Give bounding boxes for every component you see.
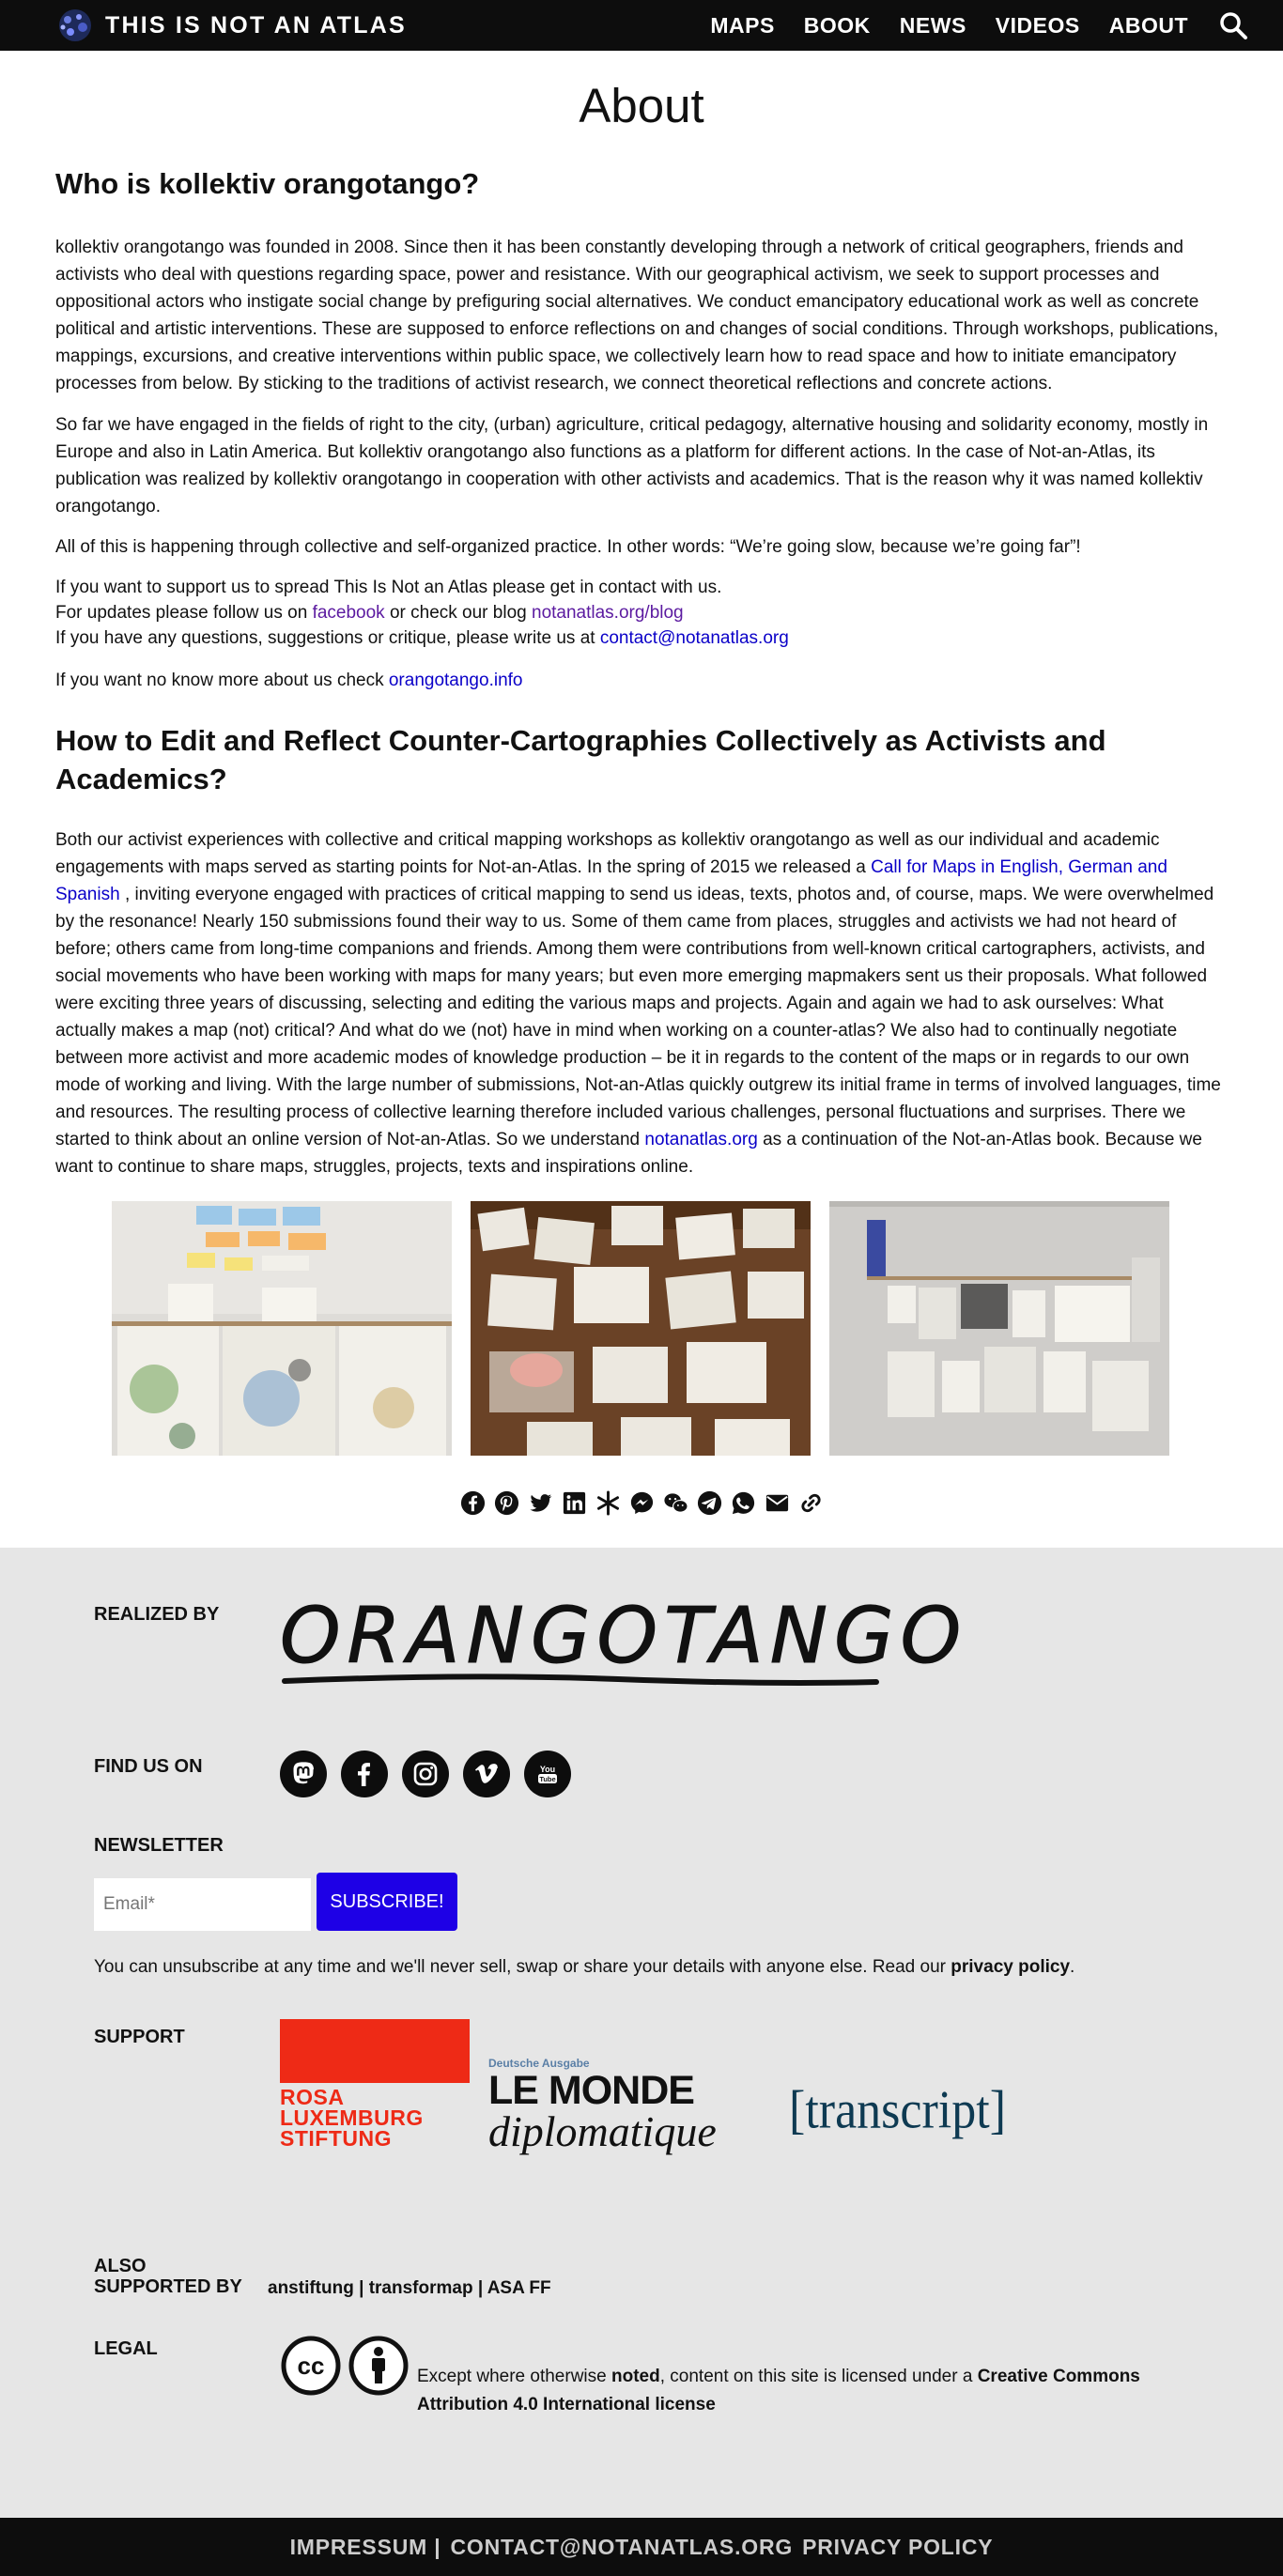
unsubscribe-end: . [1070, 1957, 1075, 1977]
newsletter-label: NEWSLETTER [94, 1835, 224, 1856]
blog-link[interactable]: notanatlas.org/blog [532, 603, 684, 623]
youtube-icon[interactable] [524, 1751, 571, 1797]
share-bar [0, 1489, 1283, 1518]
newsletter-email-input[interactable] [94, 1878, 311, 1931]
how-text-3: as a continuation of the Not-an-Atlas book. Because we want to continue to share maps, struggles, projects, texts and inspirations online. [55, 1130, 1202, 1177]
how-paragraph [55, 826, 1228, 1180]
copy-link-icon[interactable] [797, 1489, 825, 1517]
find-us-label: FIND US ON [94, 1756, 203, 1777]
asterisk-share-icon[interactable] [595, 1489, 622, 1517]
nav-item-videos[interactable]: VIDEOS [995, 12, 1080, 38]
also-label-line-2: SUPPORTED BY [94, 2276, 242, 2297]
transcript-logo[interactable]: [transcript] [789, 2081, 1007, 2140]
who-paragraph-3: All of this is happening through collective and self-organized practice. In other words: “We’re going slow, because we’re going far”! [55, 537, 1081, 557]
svg-text:You: You [539, 1765, 556, 1774]
pinterest-share-icon[interactable] [493, 1489, 520, 1517]
cc-by-icons[interactable] [280, 2335, 410, 2397]
logo-underline [280, 1670, 881, 1690]
svg-text:Tube: Tube [539, 1775, 556, 1783]
updates-line [55, 600, 1283, 625]
social-links [280, 1751, 571, 1797]
lmd-subtitle: diplomatique [488, 2107, 717, 2155]
whatsapp-share-icon[interactable] [730, 1489, 757, 1517]
legal-text [417, 2363, 1187, 2419]
also-supported-list[interactable]: anstiftung | transformap | ASA FF [268, 2278, 551, 2298]
nav-item-news[interactable]: NEWS [899, 12, 966, 38]
who-paragraph-2: So far we have engaged in the fields of right to the city, (urban) agriculture, critical pedagogy, alternative housing and solidarity economy, mostly in Europe and also in Latin America. But kollektiv orangotango also functions as a platform for different actions. In the case of Not-an-Atlas, its publication was realized by kollektiv orangotango in cooperation with other activists and academics. That is the reason why it was named kollektiv orangotango. [55, 415, 1209, 517]
privacy-policy-bottom-link[interactable]: PRIVACY POLICY [802, 2534, 994, 2559]
impressum-link[interactable]: IMPRESSUM | [289, 2534, 441, 2559]
search-icon[interactable] [1217, 9, 1249, 41]
support-line: If you want to support us to spread This Is Not an Atlas please get in contact with us. [55, 578, 722, 597]
nav-menu [710, 0, 1283, 51]
email-link[interactable]: contact@notanatlas.org [599, 628, 789, 648]
realized-label: REALIZED BY [94, 1604, 220, 1625]
brand[interactable] [54, 7, 407, 44]
top-navbar [0, 0, 1283, 51]
orangotango-logo-text: ORANGOTANGO [280, 1592, 968, 1681]
legal-label: LEGAL [94, 2338, 158, 2359]
attribution-icon [348, 2335, 410, 2397]
notanatlas-link[interactable]: notanatlas.org [644, 1130, 758, 1149]
rosa-line-2: LUXEMBURG [280, 2106, 424, 2130]
contact-lines [55, 575, 1283, 651]
subscribe-button[interactable]: SUBSCRIBE! [317, 1873, 457, 1931]
orangotango-logo[interactable] [280, 1592, 968, 1698]
rosa-logo-block [280, 2019, 470, 2083]
how-heading: How to Edit and Reflect Counter-Cartographies Collectively as Activists and Academics? [55, 724, 1106, 795]
also-supported-label [94, 2256, 242, 2297]
workshop-photo-floor[interactable] [471, 1201, 811, 1456]
more-line [55, 668, 1283, 693]
privacy-policy-link[interactable]: privacy policy [951, 1957, 1071, 1977]
unsubscribe-note [94, 1957, 1074, 1978]
who-paragraph-1: kollektiv orangotango was founded in 2008. Since then it has been constantly developing through a network of critical geographers, friends and activists who deal with questions regarding space, power and resistance. With our geographical activism, we seek to support processes and oppositional actors who instigate social change by prefiguring social alternatives. We conduct emancipatory educational work as well as concrete political and artistic interventions. These are supposed to enforce reflections on and changes of social conditions. Through workshops, publications, mappings, excursions, and creative interventions within public space, we collectively learn how to read space and how to initiate emancipatory processes from below. By sticking to the traditions of activist research, we connect theoretical reflections and concrete actions. [55, 238, 1219, 393]
linkedin-share-icon[interactable] [561, 1489, 588, 1517]
nav-item-maps[interactable]: MAPS [710, 12, 775, 38]
globe-logo-icon [54, 7, 96, 44]
legal-text-2: , content on this site is licensed under a [659, 2367, 978, 2386]
how-text-2: , inviting everyone engaged with practices of critical mapping to send us ideas, texts, photos and, of course, maps. We were overwhelmed by the resonance! Nearly 150 submissions found their way to us. Some of them came from places, struggles and activists we had not heard of before; others came from long-time companions and friends. Among them were contributions from well-known critical cartographers, activists, and social movements who have been working with maps for many years; but even more emerging mapmakers sent us their proposals. What followed were exciting three years of discussing, selecting and editing the various maps and projects. Again and again we had to ask ourselves: What actually makes a map (not) critical? And what do we (not) have in mind when working on a counter-atlas? We also had to continually negotiate between more activist and more academic modes of knowledge production – be it in regards to the content of the maps or in regards to our own mode of working and living. With the large number of submissions, Not-an-Atlas quickly outgrew its initial frame in terms of involved languages, time and resources. The resulting process of collective learning therefore included various challenges, personal fluctuations and surprises. There we started to think about an online version of Not-an-Atlas. So we understand [55, 885, 1221, 1149]
nav-item-book[interactable]: BOOK [803, 12, 871, 38]
questions-text: If you have any questions, suggestions or critique, please write us at [55, 628, 600, 648]
photo-gallery [112, 1201, 1283, 1456]
facebook-share-icon[interactable] [459, 1489, 487, 1517]
footer [0, 1548, 1283, 2518]
license-link[interactable]: Creative Commons Attribution 4.0 International license [417, 2367, 1140, 2414]
le-monde-diplomatique-logo[interactable] [488, 2057, 770, 2155]
lmd-title: LE MONDE [488, 2068, 694, 2113]
cc-icon [280, 2335, 342, 2397]
bottom-bar [0, 2518, 1283, 2576]
rosa-logo-text [280, 2087, 470, 2149]
rosa-luxemburg-logo[interactable] [280, 2019, 470, 2152]
workshop-photo-wall[interactable] [112, 1201, 452, 1456]
call-for-maps-link[interactable]: Call for Maps in English, German and Spanish [55, 857, 1167, 904]
support-label: SUPPORT [94, 2027, 185, 2047]
email-share-icon[interactable] [764, 1489, 791, 1517]
messenger-share-icon[interactable] [628, 1489, 656, 1517]
mastodon-icon[interactable] [280, 1751, 327, 1797]
vimeo-icon[interactable] [463, 1751, 510, 1797]
unsubscribe-text: You can unsubscribe at any time and we'll never sell, swap or share your details with anyone else. Read our [94, 1957, 951, 1977]
rosa-line-3: STIFTUNG [280, 2126, 392, 2151]
updates-mid-text: or check our blog [384, 603, 532, 623]
rosa-line-1: ROSA [280, 2085, 345, 2109]
who-heading: Who is kollektiv orangotango? [55, 167, 480, 200]
twitter-share-icon[interactable] [527, 1489, 554, 1517]
orangotango-link[interactable]: orangotango.info [388, 671, 523, 690]
facebook-icon[interactable] [341, 1751, 388, 1797]
questions-line [55, 625, 1283, 651]
lmd-small: Deutsche Ausgabe [488, 2057, 590, 2070]
also-label-line-1: ALSO [94, 2256, 147, 2276]
wechat-share-icon[interactable] [662, 1489, 689, 1517]
nav-item-about[interactable]: ABOUT [1108, 12, 1188, 38]
noted-link[interactable]: noted [611, 2367, 660, 2386]
page-title: About [579, 79, 704, 132]
updates-text: For updates please follow us on [55, 603, 313, 623]
svg-text:cc: cc [297, 2352, 325, 2380]
legal-text-1: Except where otherwise [417, 2367, 611, 2386]
contact-email-link[interactable]: CONTACT@NOTANATLAS.ORG [450, 2534, 794, 2559]
workshop-photo-board[interactable] [829, 1201, 1169, 1456]
telegram-share-icon[interactable] [696, 1489, 723, 1517]
facebook-link[interactable]: facebook [312, 603, 385, 623]
how-text-1: Both our activist experiences with collective and critical mapping workshops as kollektiv orangotango as well as our individual and academic engagements with maps served as starting points for Not-an-Atlas. In the spring of 2015 we released a [55, 830, 1160, 877]
instagram-icon[interactable] [402, 1751, 449, 1797]
brand-title: THIS IS NOT AN ATLAS [105, 11, 407, 39]
more-text: If you want no know more about us check [55, 671, 389, 690]
